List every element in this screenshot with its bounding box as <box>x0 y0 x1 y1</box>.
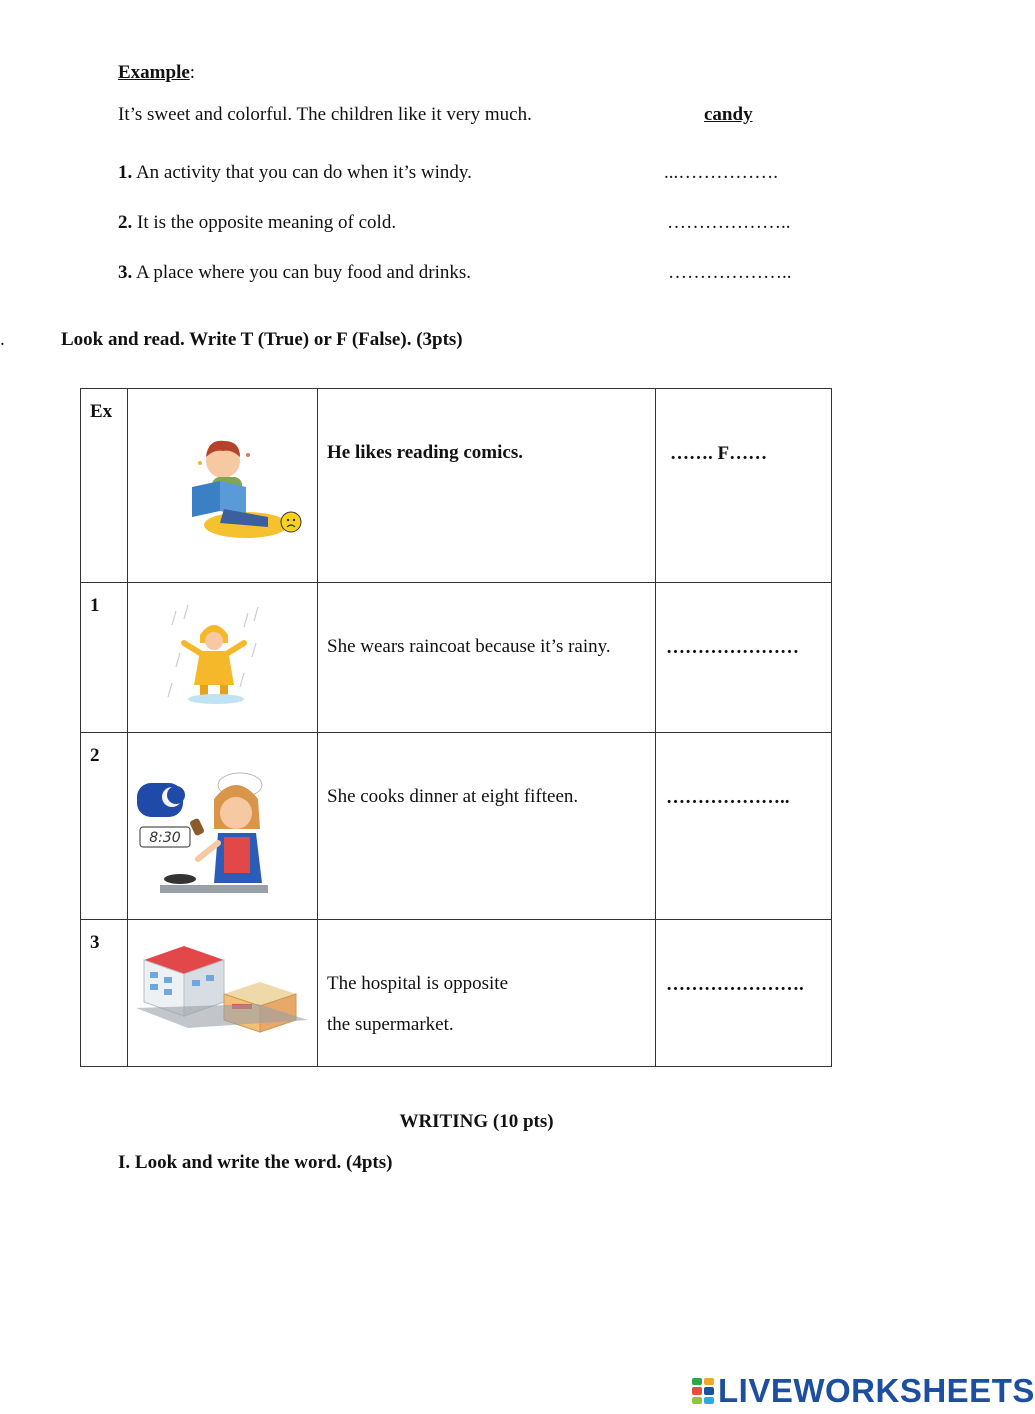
answer-blank-1[interactable]: ...……………. <box>664 162 778 183</box>
row-answer[interactable]: ………………… <box>666 637 799 658</box>
question-text: A place where you can buy food and drinks. <box>132 262 471 283</box>
question-number: 3. <box>118 262 133 283</box>
logo-icon <box>692 1378 714 1404</box>
logo-square <box>692 1378 702 1385</box>
row-answer[interactable]: …………………. <box>666 974 804 995</box>
row-sentence: She cooks dinner at eight fifteen. <box>327 786 579 807</box>
answer-blank-3[interactable]: ……………….. <box>668 262 792 283</box>
table-row <box>81 583 832 733</box>
example-heading: Example <box>118 62 190 83</box>
question-number: 2. <box>118 212 133 233</box>
logo-square <box>704 1378 714 1385</box>
row-number: 1 <box>90 595 100 616</box>
logo-square <box>704 1387 714 1394</box>
true-false-table <box>80 388 832 1067</box>
logo-square <box>692 1397 702 1404</box>
example-sentence: It’s sweet and colorful. The children like it very much. <box>118 104 532 125</box>
question-number: 1. <box>118 162 133 183</box>
answer-blank-2[interactable]: ……………….. <box>667 212 791 233</box>
question-2 <box>118 211 396 235</box>
row-number: 2 <box>90 745 100 766</box>
question-text: An activity that you can do when it’s windy. <box>132 162 472 183</box>
row-sentence-line-2: the supermarket. <box>327 1014 454 1035</box>
logo-square <box>692 1387 702 1394</box>
logo-square <box>704 1397 714 1404</box>
section-marker: . <box>0 329 5 350</box>
girl-raincoat-rain-icon <box>128 583 317 732</box>
hospital-supermarket-icon <box>128 920 317 1066</box>
section-title: Look and read. Write T (True) or F (False). (3pts) <box>61 329 463 350</box>
row-number: Ex <box>90 401 113 422</box>
woman-cooking-night-clock-icon <box>128 733 317 919</box>
row-sentence: She wears raincoat because it’s rainy. <box>327 636 611 657</box>
table-row <box>81 733 832 920</box>
logo-text: LIVEWORKSHEETS <box>718 1372 1035 1409</box>
example-colon: : <box>189 62 196 83</box>
example-answer: candy <box>704 104 753 125</box>
row-sentence: He likes reading comics. <box>327 442 523 463</box>
row-answer[interactable]: ……. F…… <box>670 443 768 464</box>
row-sentence-line-1: The hospital is opposite <box>327 973 509 994</box>
question-text: It is the opposite meaning of cold. <box>132 212 397 233</box>
writing-title: WRITING (10 pts) <box>399 1111 554 1132</box>
example-heading-line <box>118 61 195 85</box>
table-row <box>81 389 832 583</box>
clock-readout: 8:30 <box>149 830 181 846</box>
row-answer[interactable]: ……………….. <box>666 787 790 808</box>
table-row <box>81 920 832 1067</box>
writing-task: I. Look and write the word. (4pts) <box>118 1152 393 1173</box>
question-3 <box>118 261 471 285</box>
question-1 <box>118 161 472 185</box>
boy-reading-comic-sad-icon <box>128 389 317 582</box>
row-number: 3 <box>90 932 100 953</box>
liveworksheets-logo <box>692 1374 1035 1408</box>
